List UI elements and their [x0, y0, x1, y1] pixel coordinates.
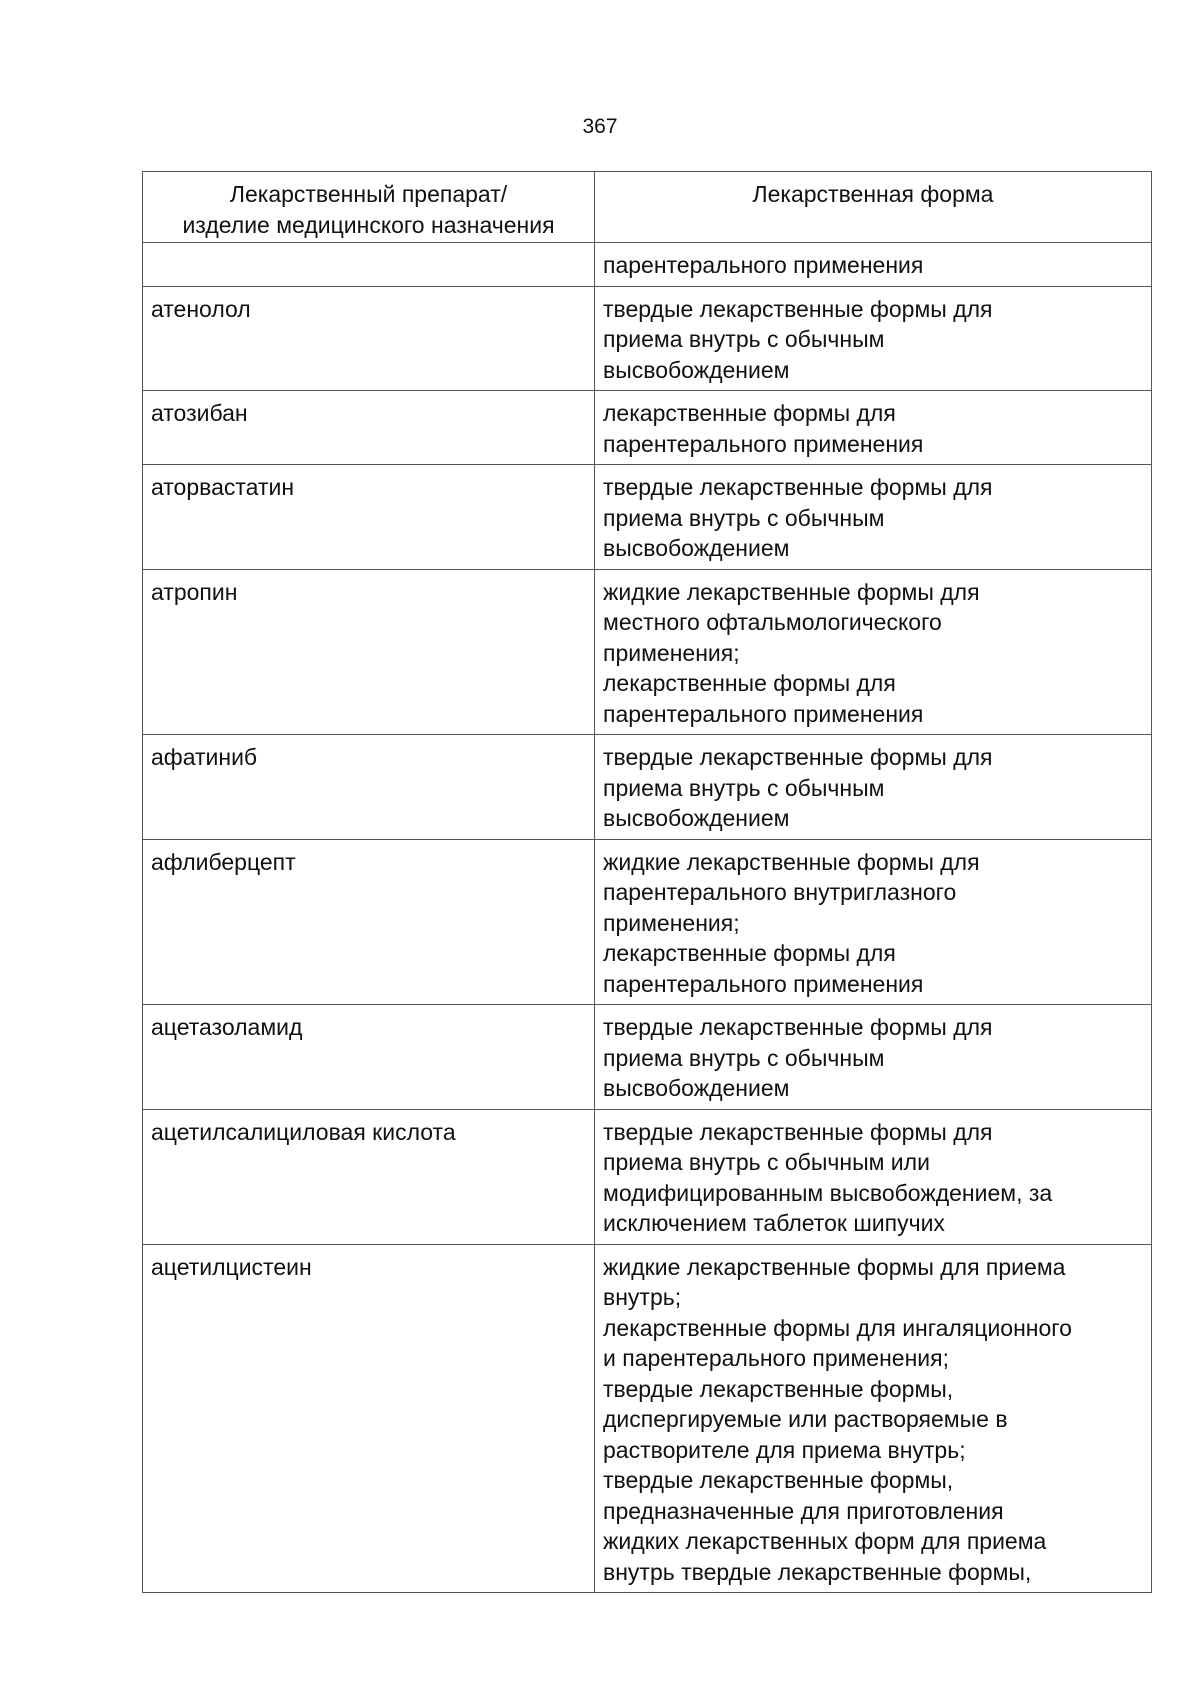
table-row — [143, 1005, 1152, 1110]
dosage-form-line: приема внутрь с обычным — [603, 1044, 885, 1071]
table-row — [143, 1244, 1152, 1593]
drug-name: афатиниб — [151, 744, 258, 770]
drug-name: ацетилцистеин — [151, 1253, 312, 1280]
dosage-form-line: парентерального применения — [603, 700, 924, 727]
dosage-form-line: парентерального применения — [603, 430, 924, 457]
page-number: 367 — [582, 115, 618, 138]
table-row — [143, 286, 1152, 391]
dosage-form-line: внутрь твердые лекарственные формы, — [603, 1558, 1032, 1585]
dosage-form-cell — [595, 839, 1152, 1005]
table-header-row — [143, 172, 1152, 243]
dosage-form-line: исключением таблеток шипучих — [603, 1210, 945, 1236]
drug-name-cell — [143, 569, 595, 735]
dosage-form-cell — [595, 243, 1152, 287]
dosage-form-line: внутрь; — [603, 1284, 682, 1310]
dosage-form-line: лекарственные формы для — [603, 670, 896, 696]
table-row — [143, 1109, 1152, 1244]
drug-name: ацетазоламид — [151, 1014, 303, 1040]
drug-name: атропин — [151, 578, 238, 605]
dosage-form-line: высвобождением — [603, 356, 790, 383]
dosage-form-line: приема внутрь с обычным или — [603, 1149, 930, 1175]
dosage-form-cell — [595, 735, 1152, 840]
dosage-form-line: и парентерального применения; — [603, 1345, 949, 1371]
dosage-form-cell — [595, 1109, 1152, 1244]
dosage-form-line: местного офтальмологического — [603, 609, 942, 635]
table-row — [143, 569, 1152, 735]
drug-name: аторвастатин — [151, 474, 295, 500]
dosage-form-line: лекарственные формы для — [603, 940, 896, 966]
dosage-form-line: лекарственные формы для ингаляционного — [603, 1314, 1072, 1341]
dosage-form-line: приема внутрь с обычным — [603, 774, 885, 801]
drug-name: ацетилсалициловая кислота — [151, 1118, 456, 1145]
dosage-form-line: приема внутрь с обычным — [603, 326, 885, 352]
table-row — [143, 465, 1152, 570]
dosage-form-line: высвобождением — [603, 535, 790, 561]
header-drug-line: изделие медицинского назначения — [182, 211, 555, 238]
dosage-form-line: высвобождением — [603, 1075, 790, 1101]
table-row — [143, 243, 1152, 287]
drug-name: афлиберцепт — [151, 848, 296, 875]
drug-name-cell — [143, 1005, 595, 1110]
dosage-form-line: твердые лекарственные формы, — [603, 1375, 954, 1402]
dosage-form-line: твердые лекарственные формы для — [603, 295, 993, 322]
dosage-form-line: модифицированным высвобождением, за — [603, 1179, 1053, 1206]
drug-name-cell — [143, 735, 595, 840]
dosage-form-line: твердые лекарственные формы, — [603, 1467, 954, 1493]
dosage-form-cell — [595, 391, 1152, 465]
drug-name-cell — [143, 465, 595, 570]
dosage-form-line: твердые лекарственные формы для — [603, 744, 993, 770]
table-row — [143, 735, 1152, 840]
dosage-form-line: лекарственные формы для — [603, 400, 896, 426]
table-row — [143, 391, 1152, 465]
drug-name-cell — [143, 1109, 595, 1244]
dosage-form-line: жидкие лекарственные формы для приема — [603, 1253, 1066, 1280]
dosage-form-line: жидкие лекарственные формы для — [603, 848, 980, 875]
table-row — [143, 839, 1152, 1005]
dosage-form-cell — [595, 1005, 1152, 1110]
dosage-form-line: твердые лекарственные формы для — [603, 1118, 993, 1145]
drug-name-cell — [143, 286, 595, 391]
dosage-form-line: твердые лекарственные формы для — [603, 474, 993, 500]
header-drug-line: Лекарственный препарат/ — [229, 181, 508, 207]
dosage-form-line: жидких лекарственных форм для приема — [603, 1528, 1047, 1554]
header-form — [595, 172, 1152, 243]
dosage-form-line: приема внутрь с обычным — [603, 504, 885, 531]
drug-table — [142, 171, 1152, 1593]
dosage-form-cell — [595, 1244, 1152, 1593]
dosage-form-line: предназначенные для приготовления — [603, 1497, 1004, 1524]
dosage-form-line: применения; — [603, 909, 740, 936]
dosage-form-line: диспергируемые или растворяемые в — [603, 1406, 1008, 1432]
drug-name-cell — [143, 391, 595, 465]
drug-name-cell — [143, 839, 595, 1005]
drug-name: атенолол — [151, 295, 251, 322]
dosage-form-line: применения; — [603, 639, 740, 666]
dosage-form-line: твердые лекарственные формы для — [603, 1014, 993, 1040]
header-form-line: Лекарственная форма — [752, 181, 994, 207]
dosage-form-line: парентерального внутриглазного — [603, 879, 957, 905]
dosage-form-line: жидкие лекарственные формы для — [603, 578, 980, 605]
dosage-form-line: растворителе для приема внутрь; — [603, 1436, 966, 1463]
dosage-form-line: парентерального применения — [603, 970, 924, 997]
dosage-form-cell — [595, 286, 1152, 391]
drug-name-cell — [143, 243, 595, 287]
drug-name: атозибан — [151, 400, 248, 426]
dosage-form-line: парентерального применения — [603, 252, 924, 278]
header-drug — [143, 172, 595, 243]
dosage-form-line: высвобождением — [603, 805, 790, 831]
dosage-form-cell — [595, 465, 1152, 570]
dosage-form-cell — [595, 569, 1152, 735]
drug-name-cell — [143, 1244, 595, 1593]
